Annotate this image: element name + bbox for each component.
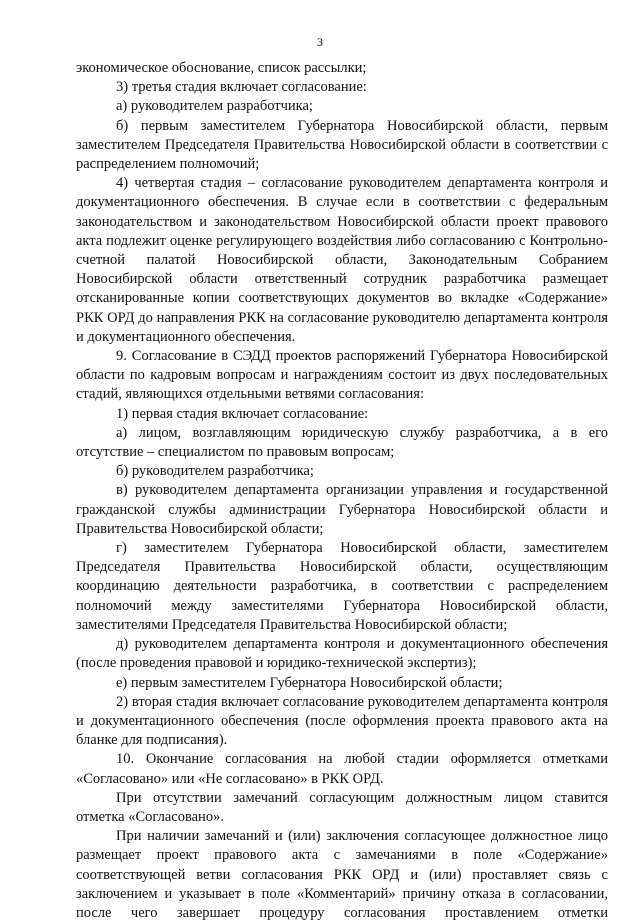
- paragraph: 3) третья стадия включает согласование:: [116, 79, 367, 96]
- paragraph: а) лицом, возглавляющим юридическую службу разработчика, а в его отсутствие – специалистом по правовым вопросам;: [76, 424, 608, 461]
- paragraph: 10. Окончание согласования на любой стадии оформляется отметками «Согласовано» или «Не согласовано» в РКК ОРД.: [76, 751, 608, 787]
- paragraph: б) руководителем разработчика;: [116, 463, 314, 480]
- paragraph: При наличии замечаний и (или) заключения согласующее должностное лицо размещает проект правового акта с замечаниями в поле «Содержание» соответствующей ветви согласования РКК ОРД и (или) проставляет связь с заключением и указывает в поле «Комментарий» причину отказа в согласовании, после чего завершает процедуру согласования проставлением отметки: [76, 828, 608, 921]
- paragraph: 1) первая стадия включает согласование:: [116, 405, 369, 422]
- paragraph: д) руководителем департамента контроля и документационного обеспечения (после проведения правовой и юридико-технической экспертиз);: [76, 636, 608, 672]
- paragraph: г) заместителем Губернатора Новосибирской области, заместителем Председателя Правительства Новосибирской области, осуществляющим координацию деятельности разработчика, в соответствии с распределением полномочий между заместителями Губернатора Новосибирской области, заместителями Председателя Правительства Новосибирской области;: [76, 540, 608, 633]
- page-number: 3: [317, 35, 323, 49]
- paragraph: экономическое обоснование, список рассылки;: [76, 60, 367, 76]
- paragraph: е) первым заместителем Губернатора Новосибирской области;: [116, 674, 503, 691]
- paragraph: а) руководителем разработчика;: [116, 98, 313, 115]
- paragraph: 9. Согласование в СЭДД проектов распоряжений Губернатора Новосибирской области по кадровым вопросам и награждениям состоит из двух последовательных стадий, являющихся отдельными ветвями согласования:: [76, 348, 608, 403]
- paragraph: При отсутствии замечаний согласующим должностным лицом ставится отметка «Согласовано».: [76, 789, 608, 825]
- paragraph: б) первым заместителем Губернатора Новосибирской области, первым заместителем Председателя Правительства Новосибирской области в соответствии с распределением полномочий;: [76, 117, 608, 173]
- document-body: [76, 59, 608, 923]
- paragraph: в) руководителем департамента организации управления и государственной гражданской службы администрации Губернатора Новосибирской области и Правительства Новосибирской области;: [76, 482, 608, 537]
- paragraph: 4) четвертая стадия – согласование руководителем департамента контроля и документационного обеспечения. В случае если в соответствии с федеральным законодательством и законодательством Новосибирской области проект правового акта подлежит оценке регулирующего воздействия либо согласованию с Контрольно-счетной палатой Новосибирской области, Законодательным Собранием Новосибирской области ответственный сотрудник разработчика размещает отсканированные копии соответствующих документов во вкладке «Содержание» РКК ОРД до направления РКК на согласование руководителю департамента контроля и документационного обеспечения.: [76, 175, 608, 345]
- paragraph: 2) вторая стадия включает согласование руководителем департамента контроля и документационного обеспечения (после оформления проекта правового акта на бланке для подписания).: [76, 693, 608, 749]
